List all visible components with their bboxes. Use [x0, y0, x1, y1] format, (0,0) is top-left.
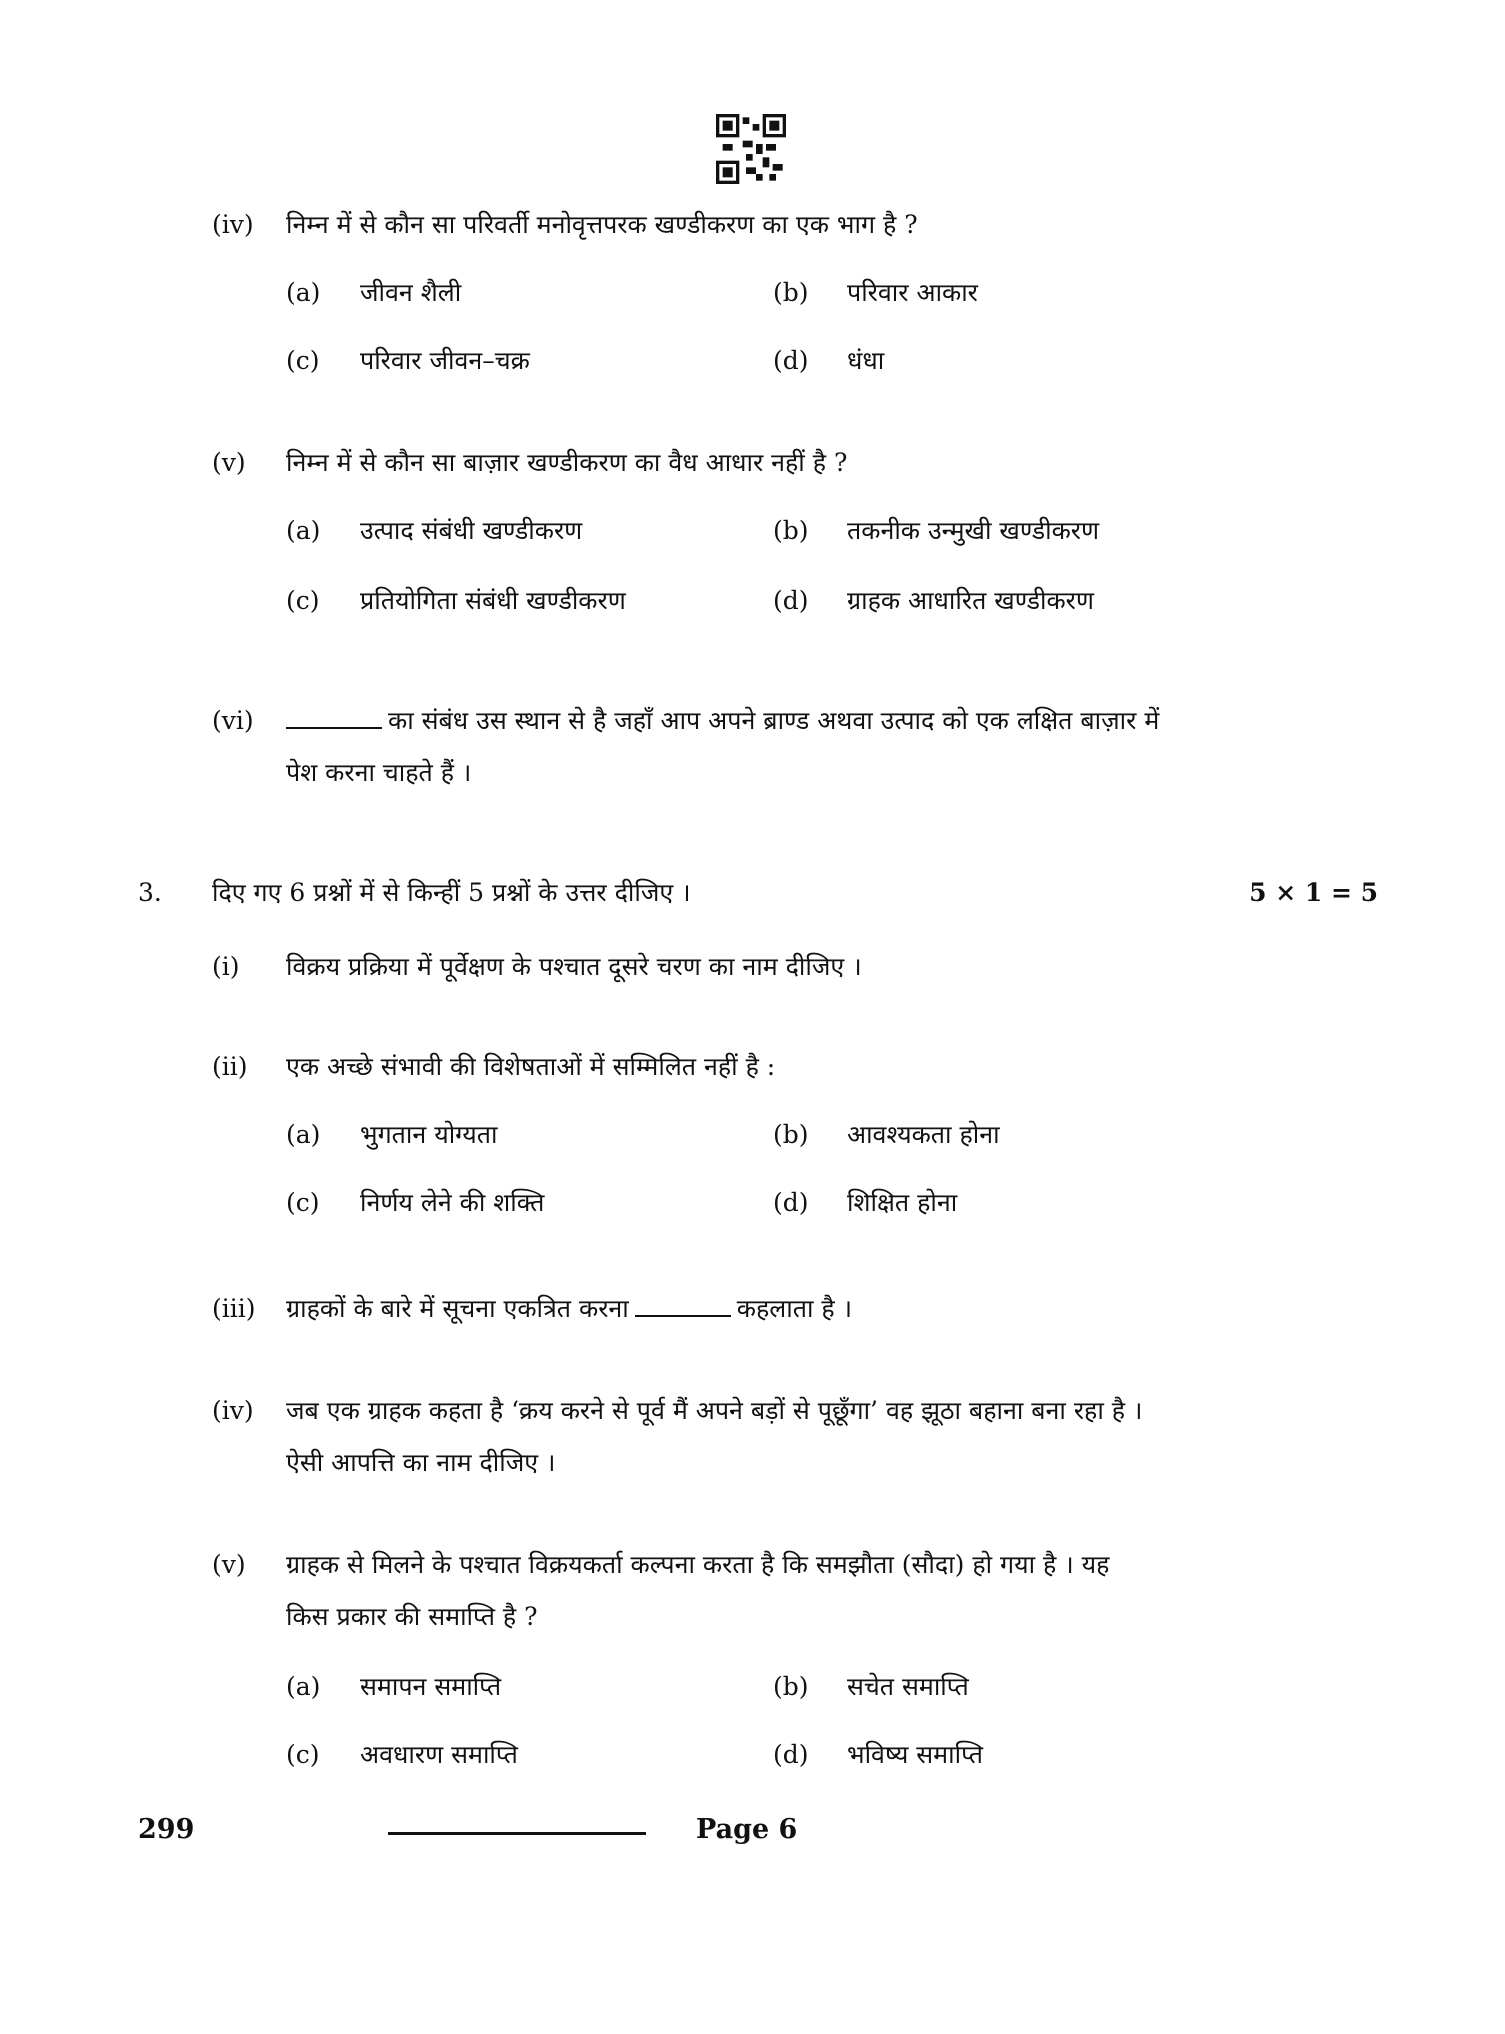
question-number: (iii): [212, 1294, 256, 1323]
paper-code: 299: [138, 1814, 195, 1845]
question-text: जब एक ग्राहक कहता है ‘क्रय करने से पूर्व मैं अपने बड़ों से पूछूँगा’ वह झूठा बहाना बना रहा है ।: [286, 1396, 1143, 1425]
question-text: एक अच्छे संभावी की विशेषताओं में सम्मिलित नहीं है :: [286, 1052, 776, 1081]
question-number: (i): [212, 952, 240, 981]
question-text-line-2: ऐसी आपत्ति का नाम दीजिए ।: [286, 1448, 556, 1477]
question-number: (ii): [212, 1052, 248, 1081]
marks: 5 × 1 = 5: [1249, 878, 1378, 907]
fill-in-blank: [635, 1293, 731, 1317]
option-c: (c) प्रतियोगिता संबंधी खण्डीकरण: [286, 586, 626, 615]
question-2-v: [212, 446, 1362, 486]
option-b: (b) तकनीक उन्मुखी खण्डीकरण: [773, 516, 1100, 545]
option-d: (d) शिक्षित होना: [773, 1188, 958, 1217]
page-number: Page 6: [696, 1814, 798, 1845]
option-c: (c) परिवार जीवन–चक्र: [286, 346, 530, 375]
question-2-vi: [212, 704, 1362, 804]
question-number: (iv): [212, 210, 254, 239]
question-text: निम्न में से कौन सा बाज़ार खण्डीकरण का वैध आधार नहीं है ?: [286, 448, 848, 477]
question-3-v: [212, 1548, 1362, 1648]
option-a: (a) भुगतान योग्यता: [286, 1120, 498, 1149]
option-b: (b) सचेत समाप्ति: [773, 1672, 969, 1701]
question-number: (v): [212, 448, 246, 477]
question-text: विक्रय प्रक्रिया में पूर्वेक्षण के पश्चात दूसरे चरण का नाम दीजिए ।: [286, 952, 862, 981]
option-c: (c) निर्णय लेने की शक्ति: [286, 1188, 545, 1217]
question-text: ग्राहकों के बारे में सूचना एकत्रित करना: [286, 1294, 629, 1323]
question-3-header: [138, 876, 1378, 916]
option-c: (c) अवधारण समाप्ति: [286, 1740, 518, 1769]
option-b: (b) आवश्यकता होना: [773, 1120, 1000, 1149]
option-a: (a) जीवन शैली: [286, 278, 462, 307]
question-text: निम्न में से कौन सा परिवर्ती मनोवृत्तपरक खण्डीकरण का एक भाग है ?: [286, 210, 918, 239]
option-d: (d) ग्राहक आधारित खण्डीकरण: [773, 586, 1094, 615]
question-3-ii: [212, 1050, 1362, 1090]
option-d: (d) धंधा: [773, 346, 885, 375]
question-number: (iv): [212, 1396, 254, 1425]
question-number: (v): [212, 1550, 246, 1579]
question-instruction: दिए गए 6 प्रश्नों में से किन्हीं 5 प्रश्नों के उत्तर दीजिए ।: [212, 878, 691, 907]
question-number: 3.: [138, 878, 162, 907]
option-d: (d) भविष्य समाप्ति: [773, 1740, 984, 1769]
question-3-iv: [212, 1394, 1362, 1494]
question-3-i: [212, 950, 1362, 990]
question-number: (vi): [212, 706, 254, 735]
fill-in-blank: [286, 705, 382, 729]
option-a: (a) समापन समाप्ति: [286, 1672, 502, 1701]
question-text: का संबंध उस स्थान से है जहाँ आप अपने ब्राण्ड अथवा उत्पाद को एक लक्षित बाज़ार में: [388, 706, 1160, 735]
option-a: (a) उत्पाद संबंधी खण्डीकरण: [286, 516, 583, 545]
question-text-line-2: किस प्रकार की समाप्ति है ?: [286, 1602, 538, 1631]
question-text-after: कहलाता है ।: [736, 1294, 853, 1323]
question-text: ग्राहक से मिलने के पश्चात विक्रयकर्ता कल्पना करता है कि समझौता (सौदा) हो गया है । यह: [286, 1550, 1110, 1579]
question-2-iv: [212, 208, 1362, 248]
qr-code-icon: [716, 114, 786, 184]
question-3-iii: [212, 1292, 1362, 1332]
footer-rule: [388, 1832, 646, 1835]
option-b: (b) परिवार आकार: [773, 278, 978, 307]
question-text-line-2: पेश करना चाहते हैं ।: [286, 758, 472, 787]
